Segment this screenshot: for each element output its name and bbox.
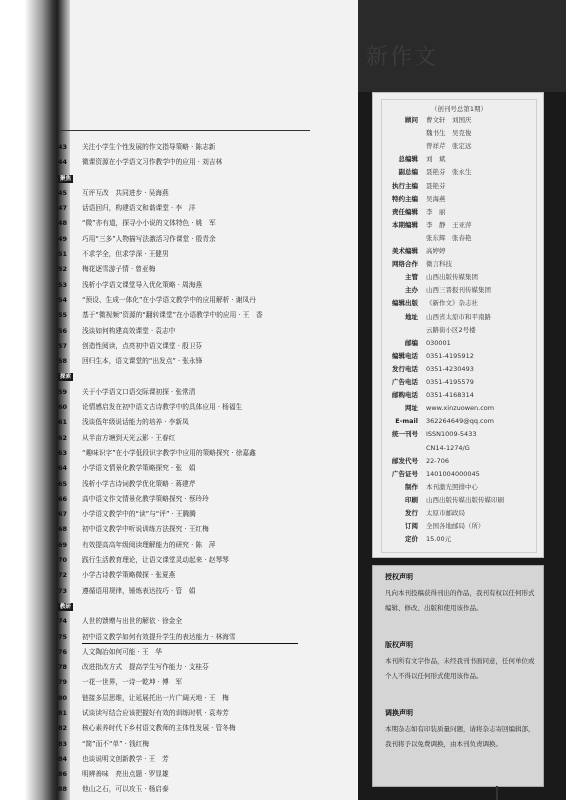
toc-top-rule <box>58 130 310 131</box>
masthead-value: 微言科技 <box>426 260 452 269</box>
toc-title: 链接多层思维，让延展托出一片广阔天地 · 王 梅 <box>82 693 229 702</box>
masthead-value: 0351-4230493 <box>426 364 474 373</box>
toc-title: 梅花逐雪游子情 · 曾亚梅 <box>82 265 156 274</box>
toc-entry <box>58 477 368 492</box>
edge-mark <box>496 786 498 800</box>
toc-title: 人世的馈赠与出世的解依 · 徐金全 <box>82 617 183 626</box>
section-label: 教研 <box>60 603 72 610</box>
toc-title: 从半亩方塘到天光云影 · 王春红 <box>82 433 176 442</box>
toc-page-number: 64 <box>58 464 68 473</box>
toc-section-header <box>58 599 368 614</box>
toc-entry <box>58 293 368 308</box>
toc-section-header <box>58 171 368 186</box>
copyright-title: 版权声明 <box>385 641 413 649</box>
toc-entry <box>58 201 368 216</box>
masthead-value: 曹文轩 刘国庆 <box>426 116 472 124</box>
toc-page-number: 81 <box>58 708 68 717</box>
toc-title: 巧用“三多”人物描写法激活习作课堂 · 殷青余 <box>82 234 216 243</box>
masthead-value: 山西省太原市和平南路 <box>426 312 491 321</box>
masthead-value: 聂艳芬 <box>426 181 446 190</box>
section-label: 聚焦 <box>60 175 72 182</box>
toc-title: 创造性阅读，点亮初中语文课堂 · 殷卫芬 <box>82 341 203 350</box>
masthead-key: 邮购电话 <box>392 391 418 400</box>
toc-page-number: 52 <box>58 265 68 274</box>
toc-page-number: 63 <box>58 448 68 457</box>
toc-title: 浅析小学古诗词教学优化策略 · 蒋建芹 <box>82 479 196 488</box>
masthead-value: 0351-4168314 <box>426 391 474 400</box>
toc-entry <box>58 339 368 354</box>
toc-page-number: 60 <box>58 403 68 412</box>
masthead-value: 1401004000045 <box>426 469 480 478</box>
toc-page-number: 56 <box>58 326 68 335</box>
toc-title: “微”亦有道，探寻小小说的文体特色 · 姚 军 <box>82 219 216 228</box>
toc-page-number: 78 <box>58 663 68 672</box>
masthead-value: 聂艳芬 张永生 <box>426 168 472 177</box>
toc-title: 一花一世界，一诗一乾坤 · 傅 军 <box>82 678 183 687</box>
toc-title: 改进批改方式 提高学生写作能力 · 支桂芬 <box>82 663 209 672</box>
toc-entry <box>58 247 368 262</box>
toc-entry <box>58 522 368 537</box>
toc-entry <box>58 278 368 293</box>
toc-title: 高中语文作文情景化教学策略探究 · 蔡玲玲 <box>82 494 209 503</box>
masthead-value: 李 丽 <box>426 207 446 216</box>
masthead-key: 印刷 <box>405 495 418 504</box>
toc-entry <box>58 415 368 430</box>
toc-entry <box>58 324 368 339</box>
toc-entry <box>58 782 368 797</box>
toc-title: 小学语文教学中的“读”与“评” · 王腾腾 <box>82 510 196 519</box>
masthead-key: 定价 <box>405 535 418 544</box>
toc-section-header <box>58 369 368 384</box>
toc-page-number: 84 <box>58 754 68 763</box>
toc-page-number: 43 <box>58 143 68 151</box>
exchange-text: 本期杂志如有印装质量问题，请将杂志寄回编辑部，我刊将予以免费调换，由本刊负责调换。 <box>385 725 535 748</box>
toc-title: 他山之石，可以攻玉 · 杨启泰 <box>82 785 169 794</box>
toc-entry <box>58 492 368 507</box>
masthead-value: 030001 <box>426 338 451 347</box>
toc-entry <box>58 155 368 170</box>
toc-entry <box>58 660 368 675</box>
toc-page-number: 74 <box>58 617 68 626</box>
toc-entry <box>58 216 368 231</box>
toc-title: 不求学全，但求学深 · 王健男 <box>82 250 169 259</box>
toc-entry <box>58 400 368 415</box>
toc-page-number: 75 <box>58 632 68 641</box>
exchange-title: 调换声明 <box>385 709 413 717</box>
masthead-key: 主管 <box>405 273 418 282</box>
masthead-key: 美术编辑 <box>392 247 418 255</box>
masthead-key: 发行 <box>405 509 418 517</box>
toc-page-number: 48 <box>58 219 68 228</box>
toc-title: “简”而不“单” · 钱红梅 <box>82 739 150 748</box>
masthead-value: 云路街小区2号楼 <box>426 325 476 334</box>
toc-title: 关于小学语文口语交际课初探 · 张常清 <box>82 387 196 396</box>
masthead-box <box>372 92 544 558</box>
masthead-value: 张东辉 张春艳 <box>426 233 472 242</box>
toc-page-number: 57 <box>58 341 68 350</box>
masthead-key: 责任编辑 <box>392 207 418 216</box>
masthead-key: 网络合作 <box>392 260 418 269</box>
toc-entry <box>58 568 368 583</box>
toc-page-number: 67 <box>58 510 68 519</box>
handwritten-underline <box>82 643 298 644</box>
ghost-masthead-text: 新作文 <box>366 45 439 70</box>
toc-title: 也谈说明文创新教学 · 王 芳 <box>82 754 169 763</box>
toc-entry <box>58 584 368 599</box>
toc-title: “预设、生成一体化”在小学语文教学中的应用解析 · 谢凤丹 <box>82 295 256 304</box>
toc-page-number: 66 <box>58 494 68 503</box>
toc-title: 回归生本，语文课堂的“出发点” · 张永锋 <box>82 357 203 366</box>
toc-entry <box>58 461 368 476</box>
toc-title: 浅谈如何构建高效课堂 · 袁志中 <box>82 326 176 335</box>
toc-entry <box>58 354 368 369</box>
masthead-value: 太原市邮政局 <box>426 509 465 517</box>
toc-title: 遵循语用规律，锤炼表达技巧 · 管 娟 <box>82 586 196 595</box>
section-label: 探索 <box>60 374 72 381</box>
toc-page-number: 62 <box>58 433 68 442</box>
masthead-key: 制作 <box>405 482 418 491</box>
masthead-key: 特约主编 <box>392 194 418 203</box>
masthead-key: 地址 <box>405 312 418 321</box>
toc-title: “趣味识字”在小学低段识字教学中应用的策略探究 · 徐嘉鑫 <box>82 448 256 457</box>
toc-page-number: 47 <box>58 204 68 213</box>
masthead-value: ISSN1009-5433 <box>426 430 477 439</box>
toc-page-number: 79 <box>58 678 68 687</box>
toc-page-number: 65 <box>58 479 68 488</box>
toc-entry <box>58 262 368 277</box>
toc-title: 话语回归，构建语文和谐课堂 · 李 洋 <box>82 204 196 213</box>
toc-page-number: 88 <box>58 785 68 794</box>
toc-entry <box>58 645 368 660</box>
masthead-value: www.xinzuowen.com <box>426 404 495 413</box>
toc-page-number: 76 <box>58 647 68 656</box>
toc-entry <box>58 232 368 247</box>
masthead-key: 网址 <box>405 404 418 413</box>
masthead-value: 高婷婷 <box>426 247 446 255</box>
toc-entry <box>58 767 368 782</box>
masthead-value: 李 静 王亚萍 <box>426 220 472 229</box>
toc-page-number: 59 <box>58 387 68 396</box>
masthead-value: 全国各地邮局（所） <box>426 522 485 531</box>
toc-page-number: 49 <box>58 234 68 243</box>
toc-entry <box>58 737 368 752</box>
masthead-inner <box>381 99 537 553</box>
masthead-key: 广告电话 <box>392 378 418 386</box>
masthead-value: 山西出版传媒出版传媒印刷 <box>426 495 504 504</box>
masthead-value: 22-706 <box>426 456 450 465</box>
toc-title: 关注小学生个性发展的作文指导策略 · 陈志新 <box>82 143 216 151</box>
masthead-value: 《新作文》杂志社 <box>426 299 478 308</box>
masthead-key: 执行主编 <box>392 181 418 190</box>
masthead-key: 编辑出版 <box>392 299 418 308</box>
toc-title: 互评互改 共同进步 · 吴海燕 <box>82 188 169 197</box>
copyright-text: 本刊所有文字作品，未经我刊书面同意，任何单位或个人不得以任何形式使用该作品。 <box>385 657 535 680</box>
toc-title: 微课资源在小学语文习作教学中的应用 · 刘吉林 <box>82 158 223 167</box>
toc-page-number: 70 <box>58 556 68 565</box>
toc-entry <box>58 706 368 721</box>
masthead-title: （创刊号总第1期） <box>430 105 488 113</box>
masthead-key: 主办 <box>405 286 418 295</box>
toc-entry <box>58 630 368 645</box>
toc-title: 小学古诗教学策略微探 · 张夏燕 <box>82 571 176 580</box>
authorization-title: 授权声明 <box>385 573 413 581</box>
toc-entry <box>58 675 368 690</box>
masthead-key: 总编辑 <box>398 155 418 164</box>
masthead-value: 吴海燕 <box>426 194 446 203</box>
toc-page-number: 68 <box>58 525 68 534</box>
masthead-value: 山西三晋报刊传媒集团 <box>426 286 491 295</box>
toc-page-number: 45 <box>58 188 68 197</box>
masthead-value: 0351-4195579 <box>426 378 474 386</box>
masthead-key: 发行电话 <box>392 364 418 373</box>
toc-title: 论情感启发在初中语文古诗教学中的具体应用 · 杨福生 <box>82 403 243 412</box>
masthead-key: 邮编 <box>405 338 418 347</box>
authorization-text: 凡向本刊投稿获得刊出的作品，我刊有权以任何形式编辑、修改、出版和使用该作品。 <box>385 589 535 612</box>
toc-page-number: 61 <box>58 418 68 427</box>
toc-entry <box>58 538 368 553</box>
masthead-key: 邮发代号 <box>392 456 418 465</box>
toc-title: 浅析小学语文课堂导入优化策略 · 周海燕 <box>82 280 203 289</box>
toc-entry <box>58 446 368 461</box>
masthead-key: 副总编 <box>398 168 418 177</box>
toc-page-number: 54 <box>58 295 68 304</box>
toc-page-number: 73 <box>58 586 68 595</box>
toc-title: 基于“微视频”资源的“翻转课堂”在小语教学中的应用 · 王 香 <box>82 311 263 320</box>
masthead-value: 本刊激光照排中心 <box>426 482 478 491</box>
toc-page-number: 69 <box>58 540 68 549</box>
toc-title: 有效提高高年级阅读理解能力的研究 · 陈 萍 <box>82 540 216 549</box>
toc-page-number: 58 <box>58 357 68 366</box>
toc-title: 小学语文情景化教学策略探究 · 张 娟 <box>82 464 196 473</box>
toc-title: 初中语文教学如何有效提升学生的表达能力 · 林海雪 <box>82 632 236 641</box>
toc-page-number: 44 <box>58 158 68 167</box>
toc-entry <box>58 614 368 629</box>
toc-entry <box>58 186 368 201</box>
toc-page-number: 83 <box>58 739 68 748</box>
toc-page-number: 55 <box>58 311 68 320</box>
masthead-value: 362264649@qq.com <box>426 417 494 426</box>
toc-entry <box>58 691 368 706</box>
toc-title: 试谈读写结合应该把握好有效的训练时机 · 袁寿芳 <box>82 708 229 717</box>
masthead-key: 统一刊号 <box>392 430 418 439</box>
toc-entry <box>58 431 368 446</box>
masthead-key: 编辑电话 <box>392 351 418 360</box>
masthead-value: 魏书生 吴克俊 <box>426 129 472 138</box>
toc-entry <box>58 507 368 522</box>
masthead-value: 0351-4195912 <box>426 351 474 360</box>
toc-title: 人文陶冶如何可能 · 王 华 <box>82 647 162 656</box>
toc-page-number: 80 <box>58 693 68 702</box>
masthead-key: 订阅 <box>405 522 418 531</box>
toc-entry <box>58 385 368 400</box>
rights-notice <box>372 565 544 787</box>
toc-entry <box>58 752 368 767</box>
masthead-value: 15.00元 <box>426 535 452 544</box>
toc-entry <box>58 553 368 568</box>
toc-page-number: 72 <box>58 571 68 580</box>
masthead-value: 山西出版传媒集团 <box>426 273 478 282</box>
toc-page-number: 82 <box>58 724 68 733</box>
masthead-value: CN14-1274/G <box>426 443 470 452</box>
toc-title: 践行生活教育理论，让语文课堂灵动起来 · 赵琴琴 <box>82 556 229 565</box>
toc-page-number: 53 <box>58 280 68 289</box>
masthead-value: 刘 斌 <box>426 155 446 164</box>
masthead-key: E-mail <box>395 417 418 426</box>
masthead-key: 顾问 <box>405 116 418 124</box>
toc-title: 浅谈低年级说话能力的培养 · 李新凤 <box>82 418 189 427</box>
toc-entry <box>58 721 368 736</box>
right-top-band <box>358 0 566 92</box>
toc-page-number: 51 <box>58 250 68 259</box>
toc-page-number: 86 <box>58 770 68 779</box>
masthead-key: 本期编辑 <box>392 220 418 229</box>
masthead-value: 曾祥芹 张定远 <box>426 142 472 151</box>
toc-entry <box>58 308 368 323</box>
toc-title: 明辨善味 亮出点题 · 罗显雄 <box>82 770 169 779</box>
table-of-contents <box>58 140 368 798</box>
masthead-key: 广告证号 <box>392 469 418 478</box>
toc-title: 初中语文教学中听说训练方法探究 · 王红梅 <box>82 525 209 534</box>
toc-title: 核心素养时代下乡村语文教师的主体性发展 · 管冬梅 <box>82 724 236 733</box>
toc-entry <box>58 140 368 155</box>
